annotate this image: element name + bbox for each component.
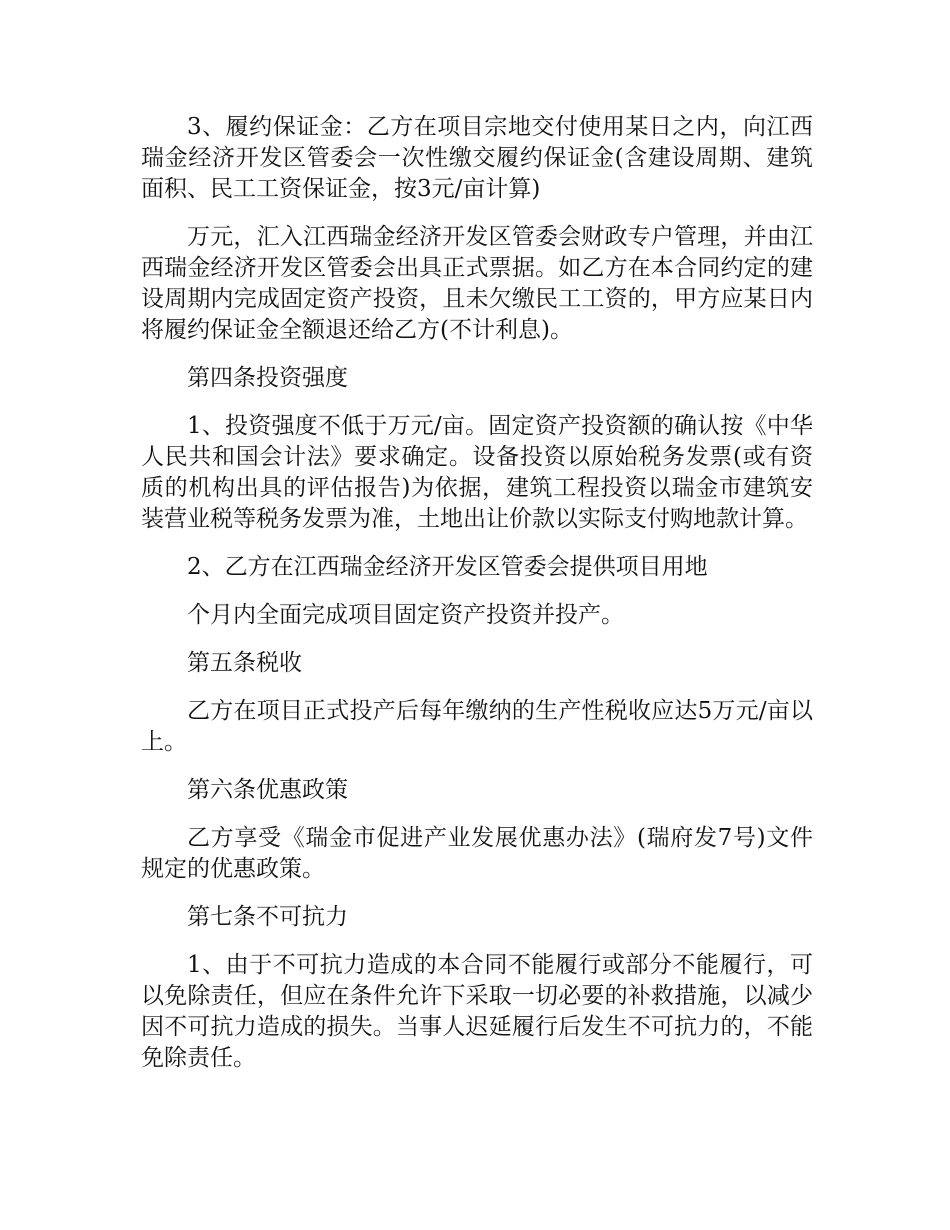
paragraph-bond-refund: 万元，汇入江西瑞金经济开发区管委会财政专户管理，并由江西瑞金经济开发区管委会出具正式票据。如乙方在本合同约定的建设周期内完成固定资产投资，且未欠缴民工工资的，甲方应某日内将履约保证金全额退还给乙方(不计利息)。 [141,224,813,343]
paragraph-completion: 个月内全面完成项目固定资产投资并投产。 [187,602,624,628]
paragraph-tax: 乙方在项目正式投产后每年缴纳的生产性税收应达5万元/亩以上。 [141,698,813,755]
paragraph-force-majeure: 1、由于不可抗力造成的本合同不能履行或部分不能履行，可以免除责任，但应在条件允许下采取一切必要的补救措施，以减少因不可抗力造成的损失。当事人迟延履行后发生不可抗力的，不能免除责任。 [141,952,813,1071]
document-body [141,112,813,1091]
paragraph-land-provision: 2、乙方在江西瑞金经济开发区管委会提供项目用地 [187,554,708,580]
paragraph-investment-intensity: 1、投资强度不低于万元/亩。固定资产投资额的确认按《中华人民共和国会计法》要求确定。设备投资以原始税务发票(或有资质的机构出具的评估报告)为依据，建筑工程投资以瑞金市建筑安装营业税等税务发票为准，土地出让价款以实际支付购地款计算。 [141,413,813,532]
paragraph-preferential-policy: 乙方享受《瑞金市促进产业发展优惠办法》(瑞府发7号)文件规定的优惠政策。 [141,825,813,882]
heading-article-7: 第七条不可抗力 [187,904,348,930]
heading-article-6: 第六条优惠政策 [187,777,348,803]
heading-article-4: 第四条投资强度 [187,365,348,391]
heading-article-5: 第五条税收 [187,650,302,676]
paragraph-performance-bond: 3、履约保证金：乙方在项目宗地交付使用某日之内，向江西瑞金经济开发区管委会一次性缴交履约保证金(含建设周期、建筑面积、民工工资保证金，按3元/亩计算) [141,114,813,202]
